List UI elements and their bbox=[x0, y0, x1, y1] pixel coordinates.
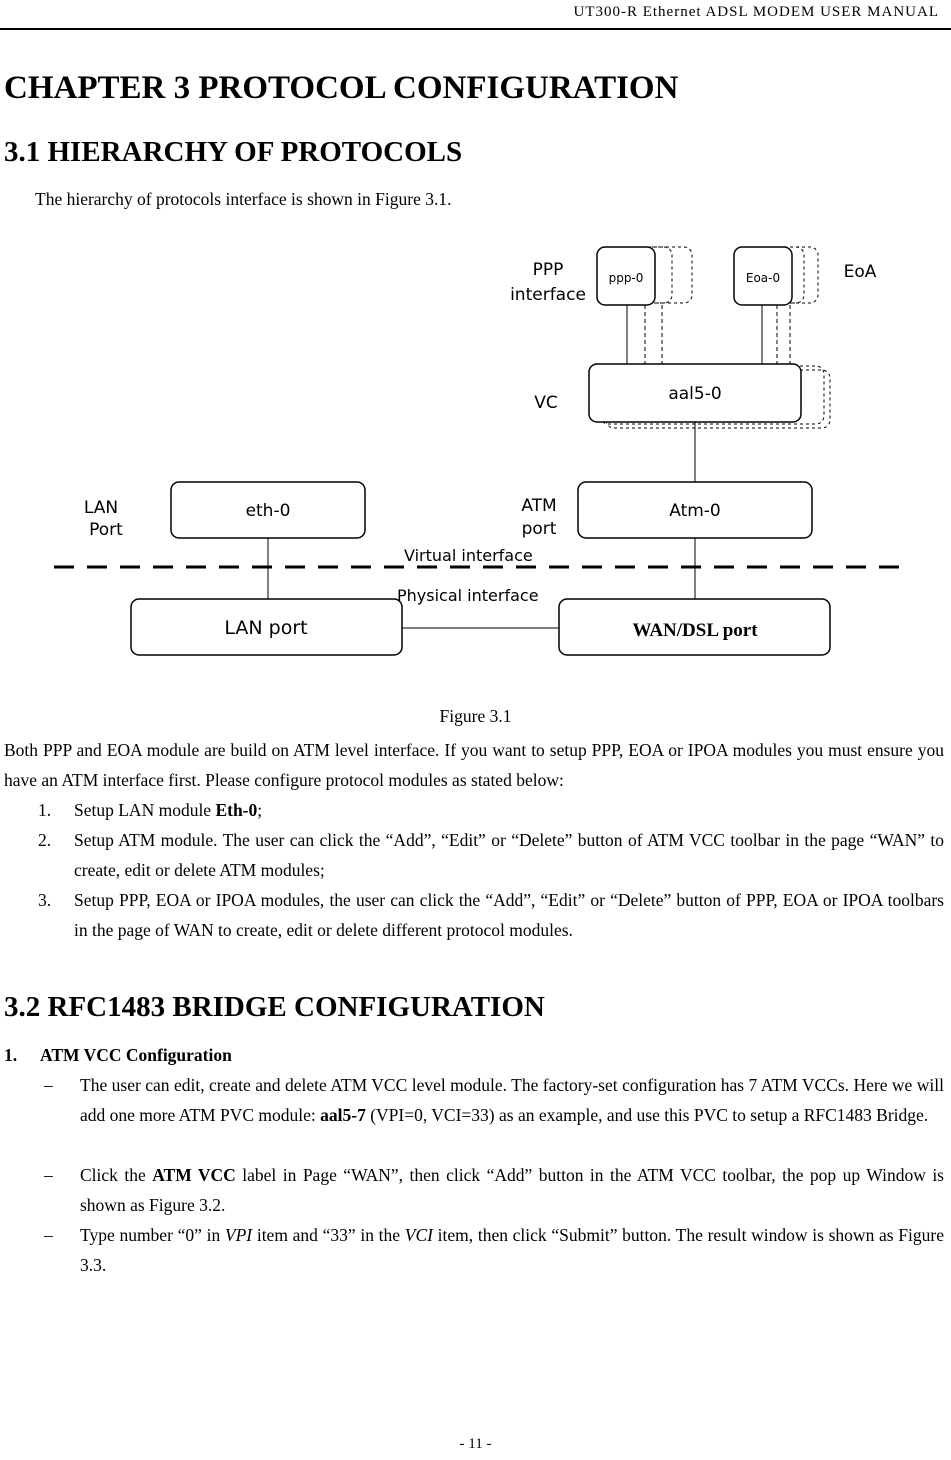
wan-dsl-port-label: WAN/DSL port bbox=[632, 620, 758, 641]
atm-0-label: Atm-0 bbox=[669, 501, 721, 521]
page-header bbox=[0, 0, 951, 30]
list-text: Setup PPP, EOA or IPOA modules, the user can click the “Add”, “Edit” or “Delete” button of PPP, EOA or IPOA toolbars in the page of WAN to create, edit or delete different protocol modules. bbox=[74, 890, 944, 940]
list-number: 3. bbox=[38, 890, 52, 910]
virtual-interface-label: Virtual interface bbox=[404, 546, 533, 565]
ppp-interface-label-2: interface bbox=[510, 285, 586, 305]
list-item bbox=[0, 825, 944, 885]
list-number: 2. bbox=[38, 830, 52, 850]
list-text: The user can edit, create and delete ATM VCC level module. The factory-set configuration has 7 ATM VCCs. Here we will add one more ATM PVC module: aal5-7 (VPI=0, VCI=33) as an example, and use this PVC to setup a RFC1483 Bridge. bbox=[80, 1075, 944, 1125]
ppp-0-label: ppp-0 bbox=[608, 271, 644, 285]
list-text: Click the ATM VCC label in Page “WAN”, then click “Add” button in the ATM VCC toolbar, the pop up Window is shown as Figure 3.2. bbox=[80, 1165, 944, 1215]
section-title-hierarchy: 3.1 HIERARCHY OF PROTOCOLS bbox=[4, 136, 463, 168]
page-number: - 11 - bbox=[459, 1436, 492, 1452]
ppp-interface-label-1: PPP bbox=[532, 260, 564, 280]
setup-steps-list bbox=[0, 795, 944, 945]
physical-interface-label: Physical interface bbox=[397, 586, 539, 605]
body-paragraph: Both PPP and EOA module are build on ATM level interface. If you want to setup PPP, EOA or IPOA modules you must ensure you have an ATM interface first. Please configure protocol modules as stated below: bbox=[4, 740, 944, 790]
lan-port-side-label-1: LAN bbox=[83, 498, 119, 518]
protocol-hierarchy-diagram bbox=[40, 230, 920, 670]
manual-title: UT300-R Ethernet ADSL MODEM USER MANUAL bbox=[573, 4, 939, 20]
atm-port-side-label-2: port bbox=[521, 519, 557, 539]
list-item bbox=[0, 1070, 944, 1160]
lan-port-side-label-2: Port bbox=[89, 520, 123, 540]
lan-port-label: LAN port bbox=[224, 617, 308, 639]
dash-bullet: – bbox=[44, 1075, 53, 1095]
section-title-rfc1483: 3.2 RFC1483 BRIDGE CONFIGURATION bbox=[4, 991, 545, 1023]
dash-bullet: – bbox=[44, 1225, 53, 1245]
list-text: Setup LAN module Eth-0; bbox=[74, 800, 263, 820]
eoa-label: EoA bbox=[843, 262, 877, 282]
eth-0-label: eth-0 bbox=[245, 501, 291, 521]
section-intro: The hierarchy of protocols interface is shown in Figure 3.1. bbox=[35, 189, 452, 209]
figure-caption: Figure 3.1 bbox=[439, 706, 512, 726]
chapter-title: CHAPTER 3 PROTOCOL CONFIGURATION bbox=[4, 70, 679, 106]
list-item bbox=[0, 795, 944, 825]
list-item bbox=[0, 1220, 944, 1280]
list-item bbox=[0, 885, 944, 945]
atm-port-side-label-1: ATM bbox=[521, 496, 557, 516]
vc-label: VC bbox=[534, 393, 558, 413]
aal5-0-label: aal5-0 bbox=[668, 384, 722, 404]
list-item bbox=[0, 1160, 944, 1220]
list-number: 1. bbox=[38, 800, 52, 820]
dash-bullet: – bbox=[44, 1165, 53, 1185]
list-text: Setup ATM module. The user can click the “Add”, “Edit” or “Delete” button of ATM VCC toolbar in the page “WAN” to create, edit or delete ATM modules; bbox=[74, 830, 944, 880]
subsection-title: ATM VCC Configuration bbox=[40, 1045, 232, 1065]
subsection-number: 1. bbox=[4, 1045, 18, 1065]
list-text: Type number “0” in VPI item and “33” in the VCI item, then click “Submit” button. The result window is shown as Figure 3.3. bbox=[80, 1225, 944, 1275]
bridge-steps-list bbox=[0, 1070, 944, 1280]
eoa-0-label: Eoa-0 bbox=[745, 271, 781, 285]
